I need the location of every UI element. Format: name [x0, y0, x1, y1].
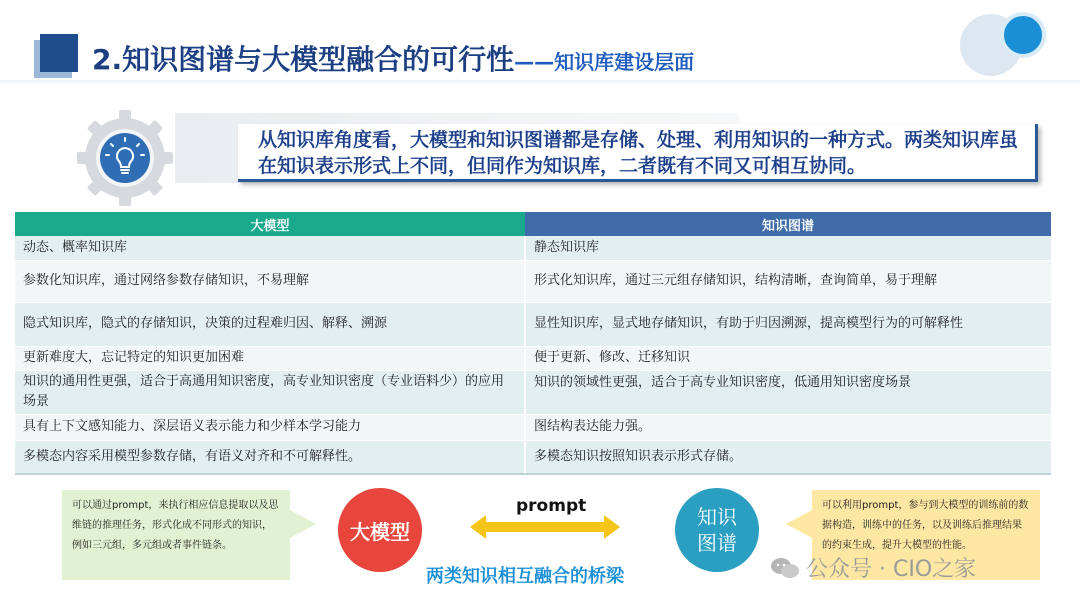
prompt-label: prompt — [516, 496, 587, 516]
page-title — [92, 38, 694, 78]
column-header-llm: 大模型 — [15, 212, 525, 236]
decor-circle-small — [1000, 12, 1046, 58]
table-row — [15, 302, 1051, 346]
wechat-icon — [770, 556, 800, 580]
table-cell: 知识的通用性更强，适合于高通用知识密度，高专业知识密度（专业语料少）的应用场景 — [15, 370, 525, 414]
table-cell: 形式化知识库，通过三元组存储知识，结构清晰，查询简单，易于理解 — [525, 260, 1051, 302]
table-cell: 便于更新、修改、迁移知识 — [525, 346, 1051, 370]
watermark — [770, 552, 976, 583]
table-cell: 具有上下文感知能力、深层语义表示能力和少样本学习能力 — [15, 414, 525, 440]
bridge-caption: 两类知识相互融合的桥梁 — [426, 566, 624, 587]
table-cell: 更新难度大，忘记特定的知识更加困难 — [15, 346, 525, 370]
table-cell: 静态知识库 — [525, 236, 1051, 260]
page-title-main: 2.知识图谱与大模型融合的可行性 — [92, 43, 515, 76]
watermark-text: 公众号 · CIO之家 — [806, 557, 977, 582]
table-row — [15, 414, 1051, 440]
table-row — [15, 260, 1051, 302]
double-arrow-icon — [470, 515, 620, 539]
title-decoration-square-front — [40, 34, 78, 72]
header-divider — [0, 80, 1080, 86]
table-cell: 知识的领域性更强，适合于高专业知识密度，低通用知识密度场景 — [525, 370, 1051, 414]
right-callout-pointer — [786, 510, 812, 538]
table-row — [15, 440, 1051, 474]
table-cell: 多模态内容采用模型参数存储，有语义对齐和不可解释性。 — [15, 440, 525, 474]
kg-circle: 知识图谱 — [675, 488, 759, 572]
table-row — [15, 236, 1051, 260]
column-header-kg: 知识图谱 — [525, 212, 1051, 236]
table-row — [15, 346, 1051, 370]
lead-text: 从知识库角度看，大模型和知识图谱都是存储、处理、利用知识的一种方式。两类知识库虽在知识表示形式上不同，但同作为知识库，二者既有不同又可相互协同。 — [258, 129, 1019, 177]
comparison-table — [15, 212, 1051, 475]
page-title-sub: ——知识库建设层面 — [514, 50, 695, 74]
table-cell: 参数化知识库，通过网络参数存储知识，不易理解 — [15, 260, 525, 302]
table-cell: 隐式知识库，隐式的存储知识，决策的过程难归因、解释、溯源 — [15, 302, 525, 346]
llm-circle: 大模型 — [338, 488, 422, 572]
left-callout: 可以通过prompt，来执行相应信息提取以及思维链的推理任务，形式化成不同形式的知识，例如三元组，多元组或者事件链条。 — [62, 490, 290, 580]
gear-bulb-icon — [75, 108, 175, 208]
left-callout-pointer — [290, 510, 316, 538]
table-cell: 图结构表达能力强。 — [525, 414, 1051, 440]
right-callout: 可以利用prompt，参与到大模型的训练前的数据构造，训练中的任务，以及训练后推理结果的约束生成，提升大模型的性能。 — [812, 490, 1040, 580]
table-cell: 显性知识库，显式地存储知识，有助于归因溯源，提高模型行为的可解释性 — [525, 302, 1051, 346]
table-header-row — [15, 212, 1051, 236]
table-cell: 动态、概率知识库 — [15, 236, 525, 260]
table-cell: 多模态知识按照知识表示形式存储。 — [525, 440, 1051, 474]
table-row — [15, 370, 1051, 414]
